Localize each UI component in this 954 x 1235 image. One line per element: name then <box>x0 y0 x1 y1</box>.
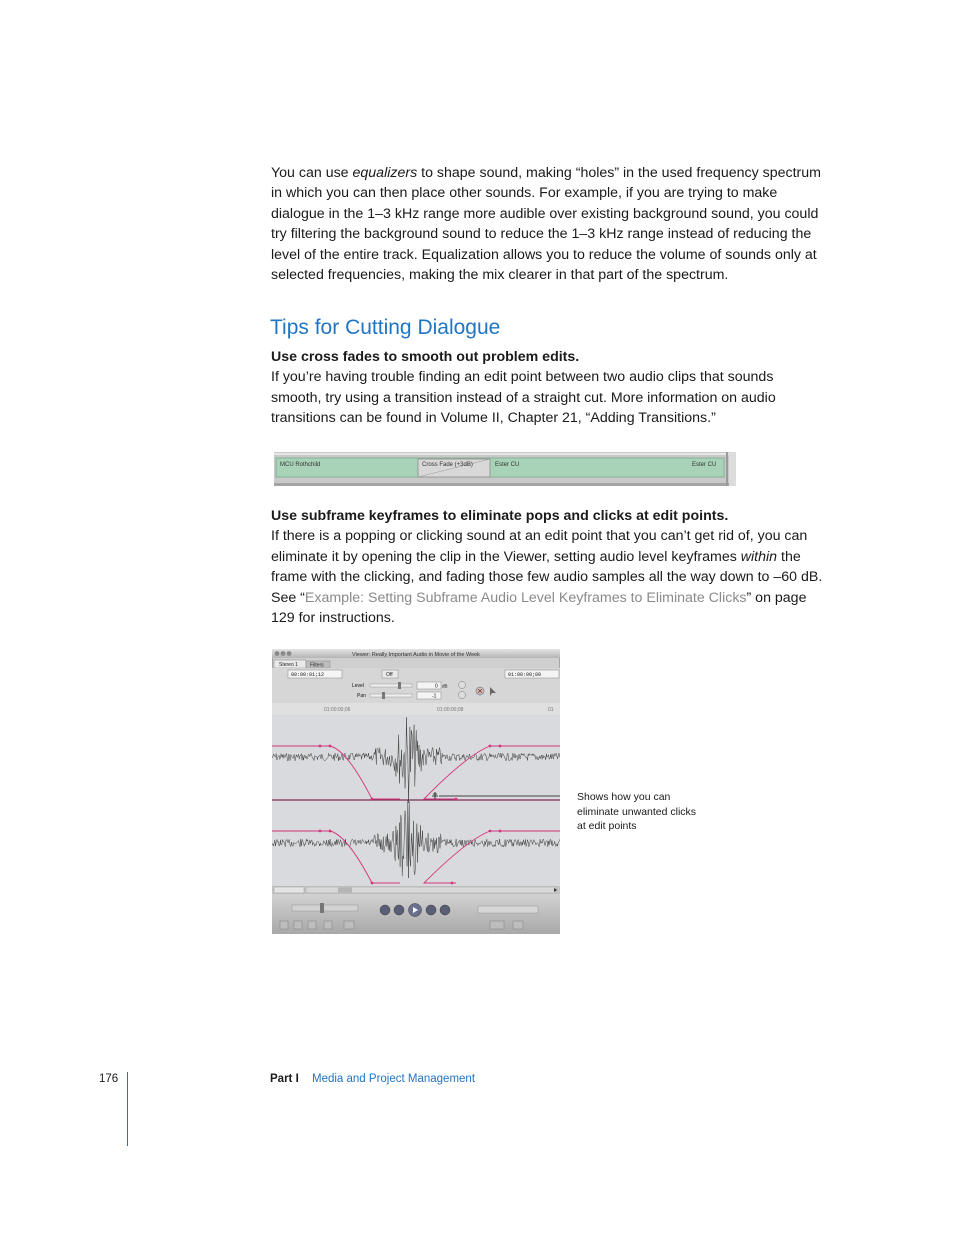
transition-label: Cross Fade (+3dB) <box>422 462 473 468</box>
svg-text:-1: -1 <box>432 693 437 700</box>
footer-part-title[interactable]: Media and Project Management <box>312 1073 476 1085</box>
equalizers-term: equalizers <box>352 165 418 181</box>
tip-cross-fades-body: If you’re having trouble finding an edit point between two audio clips that sounds smooth, try using a transition instead of a straight cut. More information on audio transitions can be found in Volume II, Chapter 21, “Adding Transitions.” <box>271 369 776 427</box>
pan-value-field[interactable] <box>417 692 441 699</box>
level-keyframe-button[interactable] <box>459 682 466 689</box>
previous-edit-button <box>380 905 390 915</box>
tip-cross-fades-title: Use cross fades to smooth out problem edits. <box>271 349 580 365</box>
pan-label: Pan <box>357 693 366 699</box>
footer-rule <box>127 1072 128 1146</box>
timeline-crossfade-image <box>274 452 736 486</box>
svg-text:00:00:01;12: 00:00:01;12 <box>291 672 325 678</box>
svg-text:Stereo 1: Stereo 1 <box>279 662 298 668</box>
viewer-window-image <box>272 649 560 934</box>
level-slider[interactable] <box>370 684 412 687</box>
next-edit-button <box>440 905 450 915</box>
viewer-title: Viewer: Really Important Audio in Movie of the Week <box>352 652 480 658</box>
tip-subframe-keyframes: Use subframe keyframes to eliminate pops and clicks at edit points. If there is a popping or clicking sound at an edit point that you can’t get rid of, you can eliminate it by opening the clip in the Viewer, setting audio level keyframes within the frame with the clicking, and fading those few audio samples all the way down to –60 dB. See “Example: Setting Subframe Audio Level Keyframes to Eliminate Clicks” on page 129 for instructions. <box>271 506 827 628</box>
footer-part: Part I <box>270 1073 299 1085</box>
clip-label-ester: Ester CU <box>495 462 520 468</box>
play-around-button <box>426 905 436 915</box>
level-label: Level <box>352 683 364 689</box>
example-cross-reference-link[interactable]: Example: Setting Subframe Audio Level Keyframes to Eliminate Clicks <box>304 589 747 606</box>
pan-keyframe-button[interactable] <box>459 692 466 699</box>
svg-text:Off: Off <box>386 672 393 678</box>
svg-text:dB: dB <box>442 683 448 689</box>
svg-text:0: 0 <box>435 683 438 690</box>
tip-subframe-title: Use subframe keyframes to eliminate pops and clicks at edit points. <box>271 508 729 524</box>
pan-slider[interactable] <box>370 694 412 697</box>
ruler-label-3: 01 <box>548 707 554 713</box>
section-title: Tips for Cutting Dialogue <box>270 316 501 339</box>
within-term: within <box>740 548 778 565</box>
play-in-to-out-button <box>394 905 404 915</box>
window-buttons[interactable] <box>275 651 292 656</box>
shuttle-slider[interactable] <box>292 905 358 911</box>
svg-text:01:00:00;00: 01:00:00;00 <box>508 672 542 678</box>
intro-paragraph: You can use equalizers to shape sound, making “holes” in the used frequency spectrum in which you can then place other sounds. For example, if you are trying to make dialogue in the 1–3 kHz range more audible over existing background sound, you could try filtering the background sound to reduce the 1–3 kHz range instead of reducing the level of the entire track. Equalization allows you to reduce the volume of sounds only at selected frequencies, making the mix clearer in that part of the spectrum. <box>271 165 821 284</box>
tip-cross-fades <box>271 347 827 429</box>
svg-text:Filters: Filters <box>310 662 324 669</box>
jog-control[interactable] <box>478 906 538 913</box>
clip-label-ester-end: Ester CU <box>692 462 717 468</box>
clip-label-rothchild: MCU Rothchild <box>280 462 321 468</box>
ruler-label-2: 01:00:00;08 <box>437 707 464 713</box>
zoom-slider[interactable] <box>274 887 304 893</box>
ruler-label-1: 01:00:00;06 <box>324 707 351 713</box>
page-number: 176 <box>99 1073 119 1085</box>
callout-text: Shows how you can eliminate unwanted clicks at edit points <box>577 791 697 832</box>
